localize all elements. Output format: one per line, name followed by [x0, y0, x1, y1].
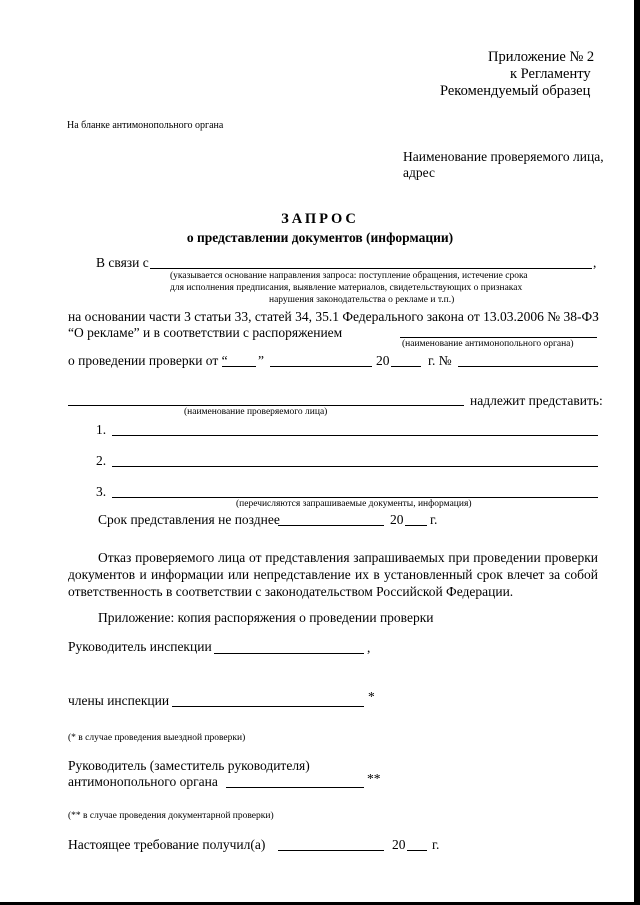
items-note: (перечисляются запрашиваемые документы, информация) [236, 499, 472, 509]
item-number-3: 3. [96, 484, 107, 499]
item-line-1 [112, 435, 598, 436]
document-subtitle: о представлении документов (информации) [186, 230, 454, 245]
deadline-label: Срок представления не позднее [98, 512, 280, 527]
head-signature-line [214, 653, 364, 654]
basis-comma: , [593, 255, 597, 270]
appendix-regulation: к Регламенту [510, 66, 591, 82]
obligation-text: надлежит представить: [470, 393, 603, 408]
item-line-3 [112, 497, 598, 498]
deadline-year: 20 [390, 512, 404, 527]
attachment-note: Приложение: копия распоряжения о проведении проверки [98, 610, 434, 625]
inspection-number-line [458, 366, 598, 367]
document-title: ЗАПРОС [281, 211, 359, 227]
receipt-label: Настоящее требование получил(а) [68, 837, 266, 852]
scan-edge-right [634, 0, 640, 905]
footnote-documentary: (** в случае проведения документарной проверки) [68, 811, 274, 821]
inspection-day-close: ” [258, 353, 264, 368]
inspection-year-line [391, 366, 421, 367]
legal-basis-line1: на основании части 3 статьи 33, статей 34, 35.1 Федерального закона от 13.03.2006 № 38-ФЗ [68, 309, 599, 324]
inspection-suffix: г. № [428, 353, 452, 368]
head-comma: , [367, 640, 371, 655]
footnote-onsite: (* в случае проведения выездной проверки) [68, 733, 246, 743]
authority-signature-line [226, 787, 364, 788]
receipt-date-line [278, 850, 384, 851]
recommended-sample: Рекомендуемый образец [440, 83, 591, 99]
addressee-name: Наименование проверяемого лица, [403, 149, 604, 164]
members-label: члены инспекции [68, 693, 170, 708]
authority-asterisks: ** [367, 771, 381, 786]
deadline-year-line [405, 525, 427, 526]
basis-note-3: нарушения законодательства о рекламе и т.п.) [269, 295, 455, 305]
basis-label: В связи с [96, 255, 149, 270]
receipt-suffix: г. [432, 837, 440, 852]
person-note: (наименование проверяемого лица) [184, 407, 328, 417]
organ-note: (наименование антимонопольного органа) [402, 339, 574, 349]
addressee-address: адрес [403, 165, 435, 180]
item-number-1: 1. [96, 422, 107, 437]
inspection-prefix: о проведении проверки от “ [68, 353, 228, 368]
inspection-month-line [270, 366, 372, 367]
legal-basis-line2: “О рекламе” и в соответствии с распоряжением [68, 325, 343, 340]
basis-note-2: для исполнения предписания, выявление материалов, свидетельствующих о признаках [170, 283, 523, 293]
authority-line2: антимонопольного органа [68, 774, 218, 789]
members-asterisk: * [368, 689, 375, 704]
appendix-number: Приложение № 2 [488, 49, 595, 65]
warning-paragraph: Отказ проверяемого лица от представления запрашиваемых при проведении проверки документов и информации или непредставление их в установленный срок влечет за собой ответственность в соответствии с законодательством Российской Федерации. [68, 550, 598, 599]
deadline-suffix: г. [430, 512, 438, 527]
receipt-year-line [407, 850, 427, 851]
authority-line1: Руководитель (заместитель руководителя) [68, 758, 310, 773]
head-label: Руководитель инспекции [68, 639, 212, 654]
inspection-day-line [222, 366, 256, 367]
members-signature-line [172, 706, 364, 707]
basis-blank-line [150, 268, 592, 269]
receipt-year: 20 [392, 837, 406, 852]
item-line-2 [112, 466, 598, 467]
basis-note-1: (указывается основание направления запроса: поступление обращения, истечение срока [170, 271, 528, 281]
organ-blank-line [400, 337, 597, 338]
deadline-date-line [278, 525, 384, 526]
person-blank-line [68, 405, 464, 406]
item-number-2: 2. [96, 453, 107, 468]
inspection-year: 20 [376, 353, 390, 368]
letterhead-note: На бланке антимонопольного органа [67, 120, 224, 131]
